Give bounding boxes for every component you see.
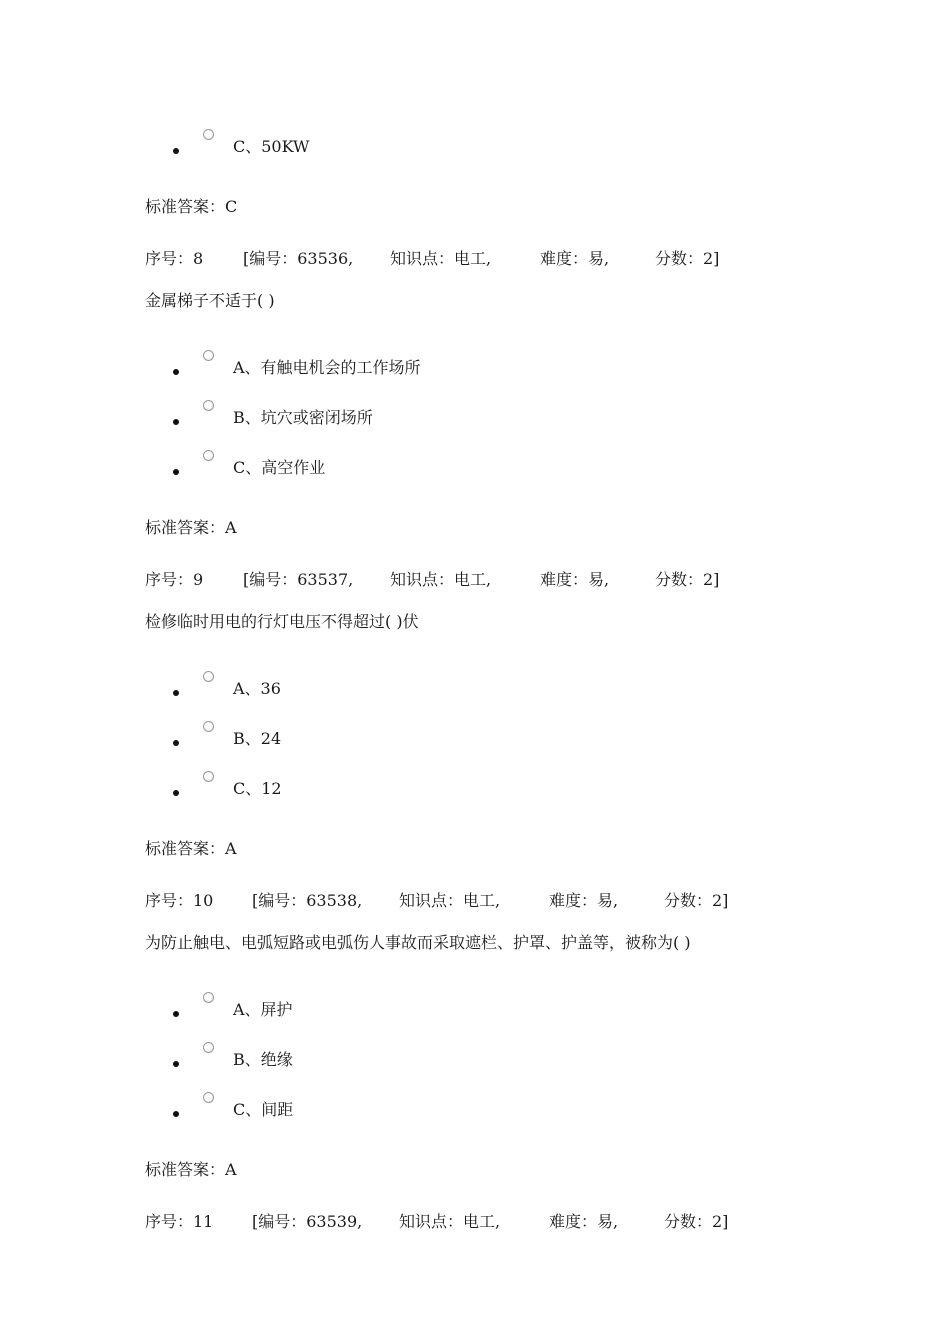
difficulty: 难度：易, (549, 1212, 619, 1231)
question-text: 为防止触电、电弧短路或电弧伤人事故而采取遮栏、护罩、护盖等，被称为( ) (145, 933, 691, 952)
radio-button[interactable] (203, 1042, 214, 1053)
item-code: [编号：63538, (252, 891, 363, 910)
question-text: 金属梯子不适于( ) (145, 291, 275, 310)
bullet (173, 369, 179, 375)
radio-button[interactable] (203, 400, 214, 411)
option-label: B、24 (233, 729, 282, 748)
standard-answer: 标准答案：A (145, 839, 237, 858)
option-label: B、绝缘 (233, 1050, 293, 1069)
option-label: A、屏护 (233, 1000, 293, 1019)
score: 分数：2] (655, 570, 720, 589)
score: 分数：2] (655, 249, 720, 268)
seq-number: 序号：11 (145, 1212, 214, 1231)
difficulty: 难度：易, (540, 570, 610, 589)
knowledge-point: 知识点：电工, (390, 249, 492, 268)
score: 分数：2] (664, 1212, 729, 1231)
knowledge-point: 知识点：电工, (399, 1212, 501, 1231)
item-code: [编号：63536, (243, 249, 354, 268)
radio-button[interactable] (203, 350, 214, 361)
option-label: A、36 (233, 679, 281, 698)
bullet (173, 469, 179, 475)
option-label: B、坑穴或密闭场所 (233, 408, 373, 427)
score: 分数：2] (664, 891, 729, 910)
radio-button[interactable] (203, 1092, 214, 1103)
radio-button[interactable] (203, 450, 214, 461)
standard-answer: 标准答案：A (145, 1160, 237, 1179)
bullet (173, 1111, 179, 1117)
option-label: C、高空作业 (233, 458, 326, 477)
difficulty: 难度：易, (549, 891, 619, 910)
bullet (173, 740, 179, 746)
radio-button[interactable] (203, 771, 214, 782)
bullet (173, 690, 179, 696)
standard-answer: 标准答案：A (145, 518, 237, 537)
seq-number: 序号：9 (145, 570, 204, 589)
seq-number: 序号：8 (145, 249, 204, 268)
option-label: C、50KW (233, 137, 310, 156)
item-code: [编号：63539, (252, 1212, 363, 1231)
bullet (173, 419, 179, 425)
knowledge-point: 知识点：电工, (399, 891, 501, 910)
bullet (173, 1061, 179, 1067)
item-code: [编号：63537, (243, 570, 354, 589)
option-label: A、有触电机会的工作场所 (233, 358, 421, 377)
option-label: C、12 (233, 779, 282, 798)
radio-button[interactable] (203, 992, 214, 1003)
question-text: 检修临时用电的行灯电压不得超过( )伏 (145, 612, 419, 631)
radio-button[interactable] (203, 721, 214, 732)
option-label: C、间距 (233, 1100, 294, 1119)
difficulty: 难度：易, (540, 249, 610, 268)
bullet (173, 1011, 179, 1017)
bullet (173, 148, 179, 154)
seq-number: 序号：10 (145, 891, 214, 910)
bullet (173, 790, 179, 796)
radio-button[interactable] (203, 671, 214, 682)
radio-button[interactable] (203, 129, 214, 140)
standard-answer: 标准答案：C (145, 197, 238, 216)
knowledge-point: 知识点：电工, (390, 570, 492, 589)
